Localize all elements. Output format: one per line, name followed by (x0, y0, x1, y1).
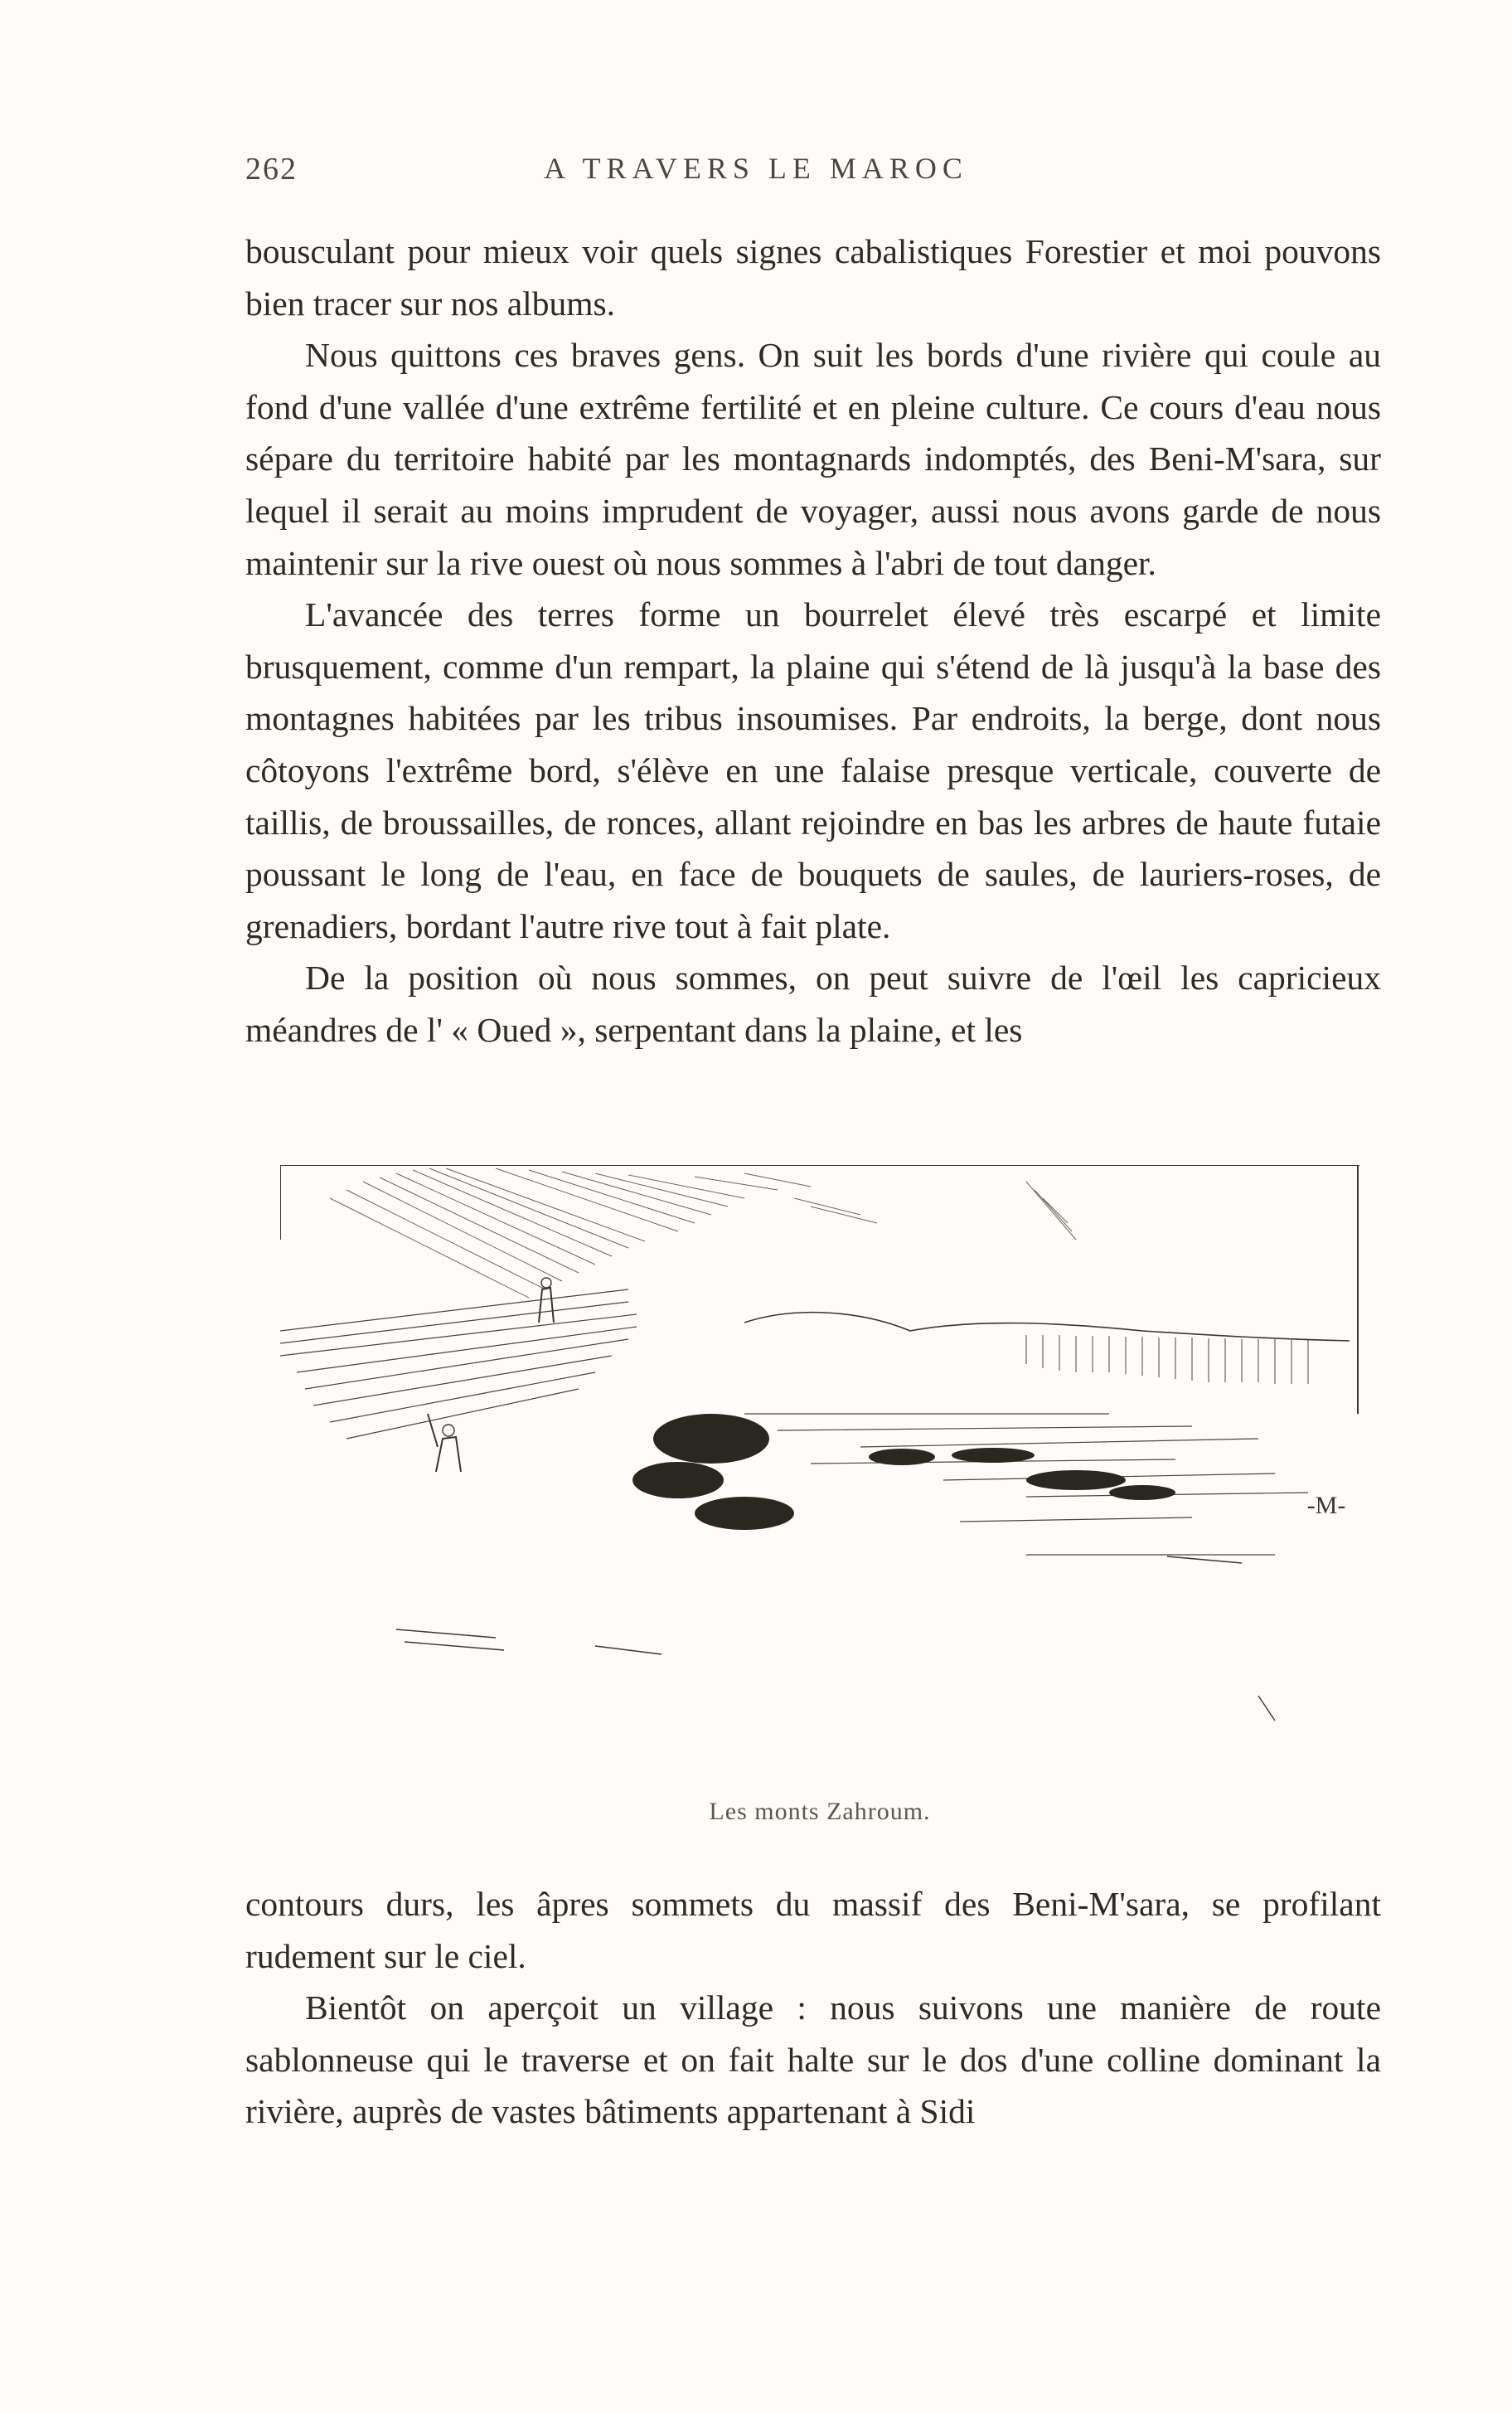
figure-caption: Les monts Zahroum. (709, 1798, 931, 1825)
text-after-figure (245, 1878, 1381, 2138)
page-header (245, 151, 1267, 201)
paragraph-continued: contours durs, les âpres sommets du massif des Beni-M'sara, se profilant rudement sur le ciel. (245, 1885, 1381, 1975)
paragraph: Bientôt on aperçoit un village : nous suivons une manière de route sablonneuse qui le traverse et on fait halte sur le dos d'une colline dominant la rivière, auprès de vastes bâtiments appartenant à Sidi (245, 1988, 1381, 2131)
page-number: 262 (245, 152, 298, 187)
engraving-drawing (280, 1165, 1359, 1787)
paragraph: L'avancée des terres forme un bourrelet élevé très escarpé et limite brusquement, comme d'un rempart, la plaine qui s'étend de là jusqu'à la base des montagnes habitées par les tribus insoumises. Par endroits, la berge, dont nous côtoyons l'extrême bord, s'élève en une falaise presque verticale, couverte de taillis, de broussailles, de ronces, allant rejoindre en bas les arbres de haute futaie poussant le long de l'eau, en face de bouquets de saules, de lauriers-roses, de grenadiers, bordant l'autre rive tout à fait plate. (245, 595, 1381, 945)
paragraph: De la position où nous sommes, on peut suivre de l'œil les capricieux méandres de l' « Oued », serpentant dans la plaine, et les (245, 959, 1381, 1049)
text-before-figure (245, 226, 1381, 1056)
running-title: A TRAVERS LE MAROC (544, 152, 968, 185)
artist-signature: -M- (1306, 1492, 1346, 1519)
paragraph: Nous quittons ces braves gens. On suit les bords d'une rivière qui coule au fond d'une vallée d'une extrême fertilité et en pleine culture. Ce cours d'eau nous sépare du territoire habité par les montagnards indomptés, des Beni-M'sara, sur lequel il serait au moins imprudent de voyager, aussi nous avons garde de nous maintenir sur la rive ouest où nous sommes à l'abri de tout danger. (245, 336, 1381, 582)
paragraph-continued: bousculant pour mieux voir quels signes cabalistiques Forestier et moi pouvons bien tracer sur nos albums. (245, 232, 1381, 323)
illustration-landscape (280, 1165, 1359, 1787)
